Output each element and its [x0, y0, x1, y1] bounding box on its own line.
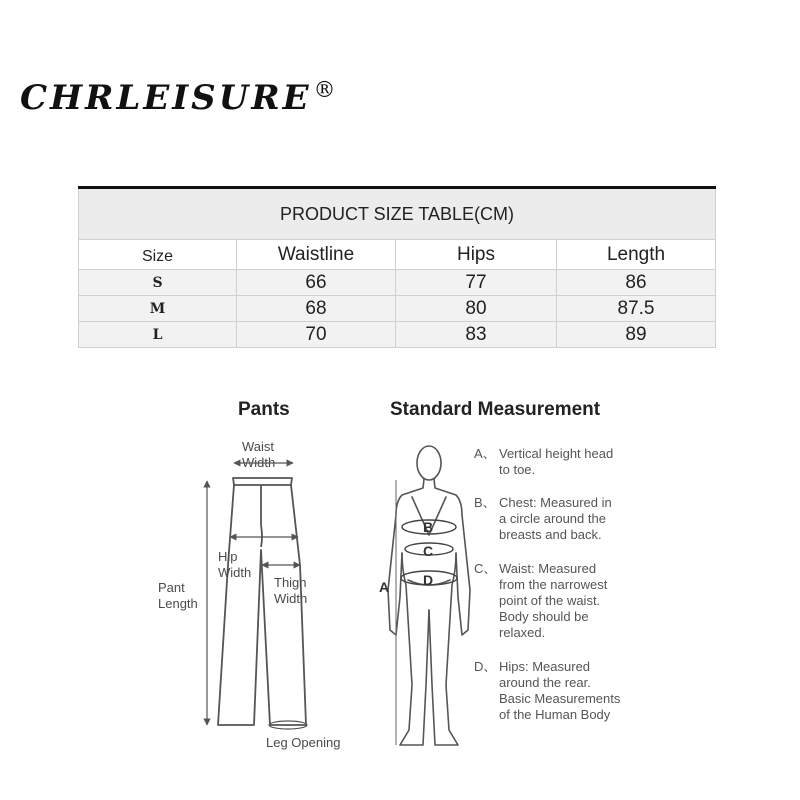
hip-width-label-2: Width: [218, 565, 252, 580]
desc-b-line-3: breasts and back.: [499, 527, 602, 542]
pants-title: Pants: [238, 399, 290, 420]
marker-c: C: [423, 543, 434, 559]
registered-mark: ®: [313, 78, 339, 103]
desc-d-letter: D、: [474, 659, 497, 674]
desc-d-line-4: of the Human Body: [499, 707, 611, 722]
hips-value: 80: [396, 296, 557, 322]
waistline-value: 68: [237, 296, 396, 322]
leg-opening-label: Leg Opening: [266, 735, 341, 750]
description-d: [474, 659, 621, 722]
desc-b-line-2: a circle around the: [499, 511, 606, 526]
waistline-value: 66: [237, 270, 396, 296]
marker-b: B: [423, 519, 434, 535]
table-row: [79, 270, 716, 296]
table-row: [79, 296, 716, 322]
desc-c-line-5: relaxed.: [499, 625, 546, 640]
measurement-diagram: [150, 385, 650, 770]
marker-d: D: [423, 572, 434, 588]
desc-c-letter: C、: [474, 561, 497, 576]
desc-b-letter: B、: [474, 495, 496, 510]
header-waistline: Waistline: [237, 240, 396, 270]
waist-width-label-2: Width: [242, 455, 276, 470]
desc-a-letter: A、: [474, 446, 496, 461]
pant-length-label-1: Pant: [158, 580, 185, 595]
hips-value: 77: [396, 270, 557, 296]
length-value: 89: [557, 322, 716, 348]
desc-a-line-2: to toe.: [499, 462, 536, 477]
table-row: [79, 322, 716, 348]
header-hips: Hips: [396, 240, 557, 270]
desc-d-line-3: Basic Measurements: [499, 691, 621, 706]
description-a: [474, 446, 613, 477]
desc-d-line-2: around the rear.: [499, 675, 591, 690]
size-table-header: [79, 240, 716, 270]
length-value: 86: [557, 270, 716, 296]
description-b: [474, 495, 612, 542]
header-length: Length: [557, 240, 716, 270]
desc-d-line-1: Hips: Measured: [499, 659, 591, 674]
desc-c-line-2: from the narrowest: [499, 577, 608, 592]
size-table-title: PRODUCT SIZE TABLE(CM): [79, 188, 716, 240]
length-value: 87.5: [557, 296, 716, 322]
marker-a: A: [379, 579, 390, 595]
desc-c-line-1: Waist: Measured: [499, 561, 597, 576]
hip-width-label-1: Hip: [218, 549, 238, 564]
hips-value: 83: [396, 322, 557, 348]
brand-name: CHRLEISURE: [20, 78, 312, 118]
standard-title: Standard Measurement: [390, 399, 601, 420]
body-figure: [388, 446, 470, 745]
desc-c-line-4: Body should be: [499, 609, 589, 624]
header-size: Size: [79, 240, 237, 270]
size-label: M: [79, 296, 237, 322]
description-c: [474, 561, 608, 640]
thigh-width-label-1: Thigh: [274, 575, 307, 590]
brand-logo: [20, 78, 339, 118]
desc-b-line-1: Chest: Measured in: [499, 495, 612, 510]
desc-c-line-3: point of the waist.: [499, 593, 601, 608]
pant-length-label-2: Length: [158, 596, 198, 611]
waistline-value: 70: [237, 322, 396, 348]
size-table: [78, 186, 716, 348]
desc-a-line-1: Vertical height head: [499, 446, 614, 461]
thigh-width-label-2: Width: [274, 591, 308, 606]
size-label: S: [79, 270, 237, 296]
size-label: L: [79, 322, 237, 348]
waist-width-label-1: Waist: [242, 439, 275, 454]
